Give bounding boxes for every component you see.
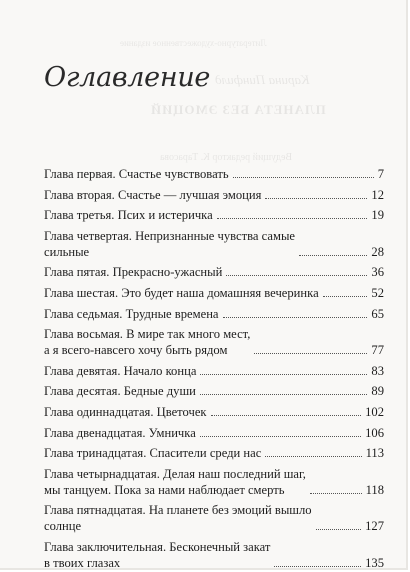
toc-entry (44, 502, 384, 534)
toc-entry-title-line: Глава девятая. Начало конца (44, 363, 197, 378)
toc-entry-title-line: Глава восьмая. В мире так много мест, (44, 327, 251, 342)
toc-entry-title (44, 425, 196, 441)
toc-entry-title-line: Глава шестая. Это будет наша домашняя вечеринка (44, 285, 319, 300)
toc-page-number: 83 (371, 363, 384, 378)
toc-page-number: 118 (365, 482, 384, 497)
toc-entry (44, 228, 384, 260)
toc-entry-title-line: солнце (44, 519, 82, 534)
toc-entry (44, 306, 384, 322)
dot-leader (233, 177, 374, 178)
toc-page-number: 135 (365, 555, 384, 570)
toc-page-number: 77 (371, 343, 384, 358)
toc-entry-title (44, 363, 196, 379)
toc-entry (44, 404, 384, 420)
dot-leader (211, 415, 362, 416)
toc-entry-title-line: в твоих глазах (44, 555, 121, 570)
dot-leader (226, 275, 367, 276)
toc-page-number: 7 (377, 167, 384, 181)
dot-leader (299, 255, 367, 256)
toc-page-number: 65 (371, 306, 384, 321)
toc-entry (44, 425, 384, 441)
toc-entry (44, 326, 384, 358)
toc-page-number: 106 (365, 425, 384, 440)
toc-entry (44, 187, 384, 203)
dot-leader (223, 317, 368, 318)
bleed-through-editor: Ведущий редактор К. Тарасова (160, 152, 293, 163)
toc-entry-title (44, 404, 207, 420)
toc-entry-title (44, 166, 229, 182)
toc-page-number: 19 (371, 208, 384, 223)
toc-page-number: 113 (365, 446, 384, 461)
toc-entry-title-line: а я всего-навсего хочу быть рядом (44, 343, 228, 358)
dot-leader (200, 374, 367, 375)
toc-entry-title (44, 264, 222, 280)
toc-entry-title (44, 285, 319, 301)
toc-entry-title-line: сильные (44, 244, 90, 259)
table-of-contents (44, 166, 384, 570)
toc-entry-title-line: Глава третья. Псих и истеричка (44, 208, 213, 223)
toc-entry-title (44, 228, 295, 260)
toc-page-number: 127 (365, 519, 384, 534)
dot-leader (217, 218, 368, 219)
toc-entry-title-line: Глава седьмая. Трудные времена (44, 306, 219, 321)
bleed-through-title: ПЛАНЕТА БЕЗ ЭМОЦИЙ (150, 102, 326, 117)
toc-entry (44, 207, 384, 223)
toc-entry (44, 466, 384, 498)
dot-leader (254, 353, 367, 354)
toc-entry (44, 285, 384, 301)
toc-entry-title-line: Глава десятая. Бедные души (44, 384, 196, 399)
toc-entry-title-line: Глава двенадцатая. Умничка (44, 425, 196, 440)
toc-page-number: 102 (365, 404, 384, 419)
toc-heading: Оглавление (44, 62, 211, 93)
toc-page-number: 36 (371, 265, 384, 280)
toc-entry-title (44, 326, 250, 358)
toc-entry-title-line: Глава заключительная. Бесконечный закат (44, 539, 271, 554)
toc-entry-title-line: Глава четвертая. Непризнанные чувства самые (44, 228, 295, 243)
toc-entry-title-line: Глава пятнадцатая. На планете без эмоций вышло (44, 503, 312, 518)
toc-entry (44, 383, 384, 399)
toc-entry-title (44, 466, 306, 498)
toc-entry-title-line: мы танцуем. Пока за нами наблюдает смерть (44, 482, 285, 497)
bleed-through-text: Литературно-художественное издание (120, 38, 267, 48)
toc-entry-title-line: Глава пятая. Прекрасно-ужасный (44, 265, 223, 280)
toc-entry (44, 445, 384, 461)
toc-entry-title-line: Глава вторая. Счастье — лучшая эмоция (44, 187, 262, 202)
dot-leader (323, 296, 368, 297)
toc-page-number: 28 (371, 244, 384, 259)
toc-entry-title (44, 306, 219, 322)
dot-leader (316, 529, 362, 530)
toc-entry-title-line: Глава тринадцатая. Спасители среди нас (44, 446, 262, 461)
toc-entry-title (44, 502, 312, 534)
bleed-through-author: Карина Пинфилд (215, 72, 310, 87)
toc-entry-title-line: Глава первая. Счастье чувствовать (44, 167, 229, 181)
toc-entry-title (44, 383, 196, 399)
dot-leader (310, 493, 362, 494)
toc-page-number: 89 (371, 384, 384, 399)
toc-entry-title (44, 445, 261, 461)
toc-entry (44, 166, 384, 182)
toc-entry-title (44, 187, 261, 203)
dot-leader (274, 566, 361, 567)
toc-entry-title-line: Глава одиннадцатая. Цветочек (44, 404, 207, 419)
toc-entry (44, 363, 384, 379)
toc-entry (44, 539, 384, 570)
dot-leader (200, 394, 368, 395)
dot-leader (265, 198, 367, 199)
toc-page-number: 52 (371, 285, 384, 300)
dot-leader (200, 436, 361, 437)
toc-entry-title-line: Глава четырнадцатая. Делая наш последний шаг, (44, 466, 306, 481)
toc-entry (44, 264, 384, 280)
toc-page-number: 12 (371, 187, 384, 202)
dot-leader (265, 456, 361, 457)
toc-entry-title (44, 539, 270, 570)
toc-entry-title (44, 207, 213, 223)
